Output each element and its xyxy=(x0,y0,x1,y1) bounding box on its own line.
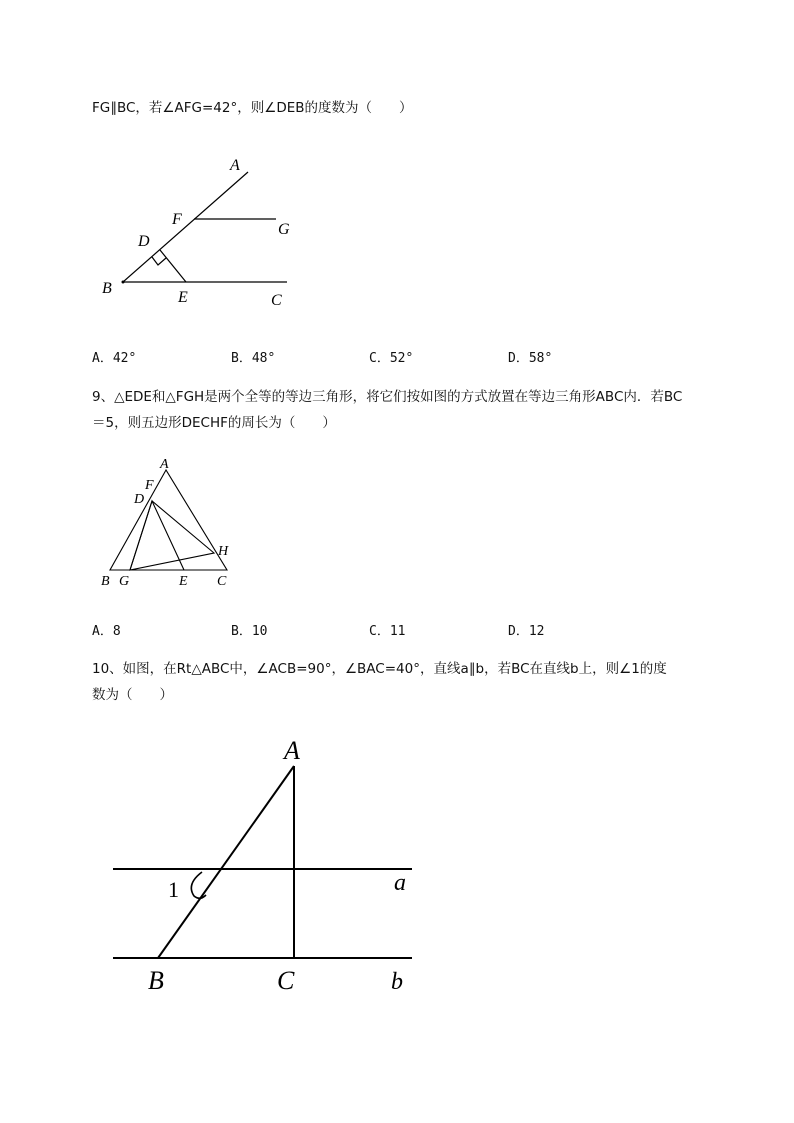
q9-option-c[interactable]: C．11 xyxy=(369,624,406,639)
q9-label-e: E xyxy=(179,574,188,589)
q8-label-d: D xyxy=(138,233,150,250)
q8-label-a: A xyxy=(230,157,240,174)
q10-label-b-vertex: B xyxy=(148,966,164,995)
q9-stem-line1: 9、△EDE和△FGH是两个全等的等边三角形，将它们按如图的方式放置在等边三角形ABC内．若BC xyxy=(92,389,683,405)
q9-label-h: H xyxy=(218,544,229,559)
q10-label-a-vertex: A xyxy=(284,736,300,765)
q8-option-b[interactable]: B．48° xyxy=(231,351,276,366)
q8-stem: FG∥BC，若∠AFG=42°，则∠DEB的度数为（ ） xyxy=(92,100,413,116)
q10-label-line-a: a xyxy=(394,870,406,896)
q9-label-f: F xyxy=(145,478,154,493)
q10-stem-line1: 10、如图，在Rt△ABC中，∠ACB=90°，∠BAC=40°，直线a∥b，若BC在直线b上，则∠1的度 xyxy=(92,661,667,677)
q9-label-g: G xyxy=(119,574,130,589)
q8-option-c[interactable]: C．52° xyxy=(369,351,414,366)
q9-label-c: C xyxy=(217,574,227,589)
q9-option-d[interactable]: D．12 xyxy=(508,624,545,639)
q9-label-d: D xyxy=(134,492,145,507)
q8-option-a[interactable]: A．42° xyxy=(92,351,137,366)
q8-label-b: B xyxy=(102,280,112,297)
q9-option-b[interactable]: B．10 xyxy=(231,624,268,639)
q10-label-angle-1: 1 xyxy=(168,877,179,902)
q8-label-e: E xyxy=(178,289,188,306)
q8-label-f: F xyxy=(172,211,182,228)
q10-stem-line2: 数为（ ） xyxy=(92,687,173,703)
q8-label-c: C xyxy=(271,292,282,309)
q9-option-a[interactable]: A．8 xyxy=(92,624,121,639)
q8-label-g: G xyxy=(278,221,290,238)
q10-label-c-vertex: C xyxy=(277,966,295,995)
q9-stem-line2: ＝5，则五边形DECHF的周长为（ ） xyxy=(92,415,336,431)
q10-label-line-b: b xyxy=(391,969,403,995)
q8-option-d[interactable]: D．58° xyxy=(508,351,553,366)
q9-label-a: A xyxy=(160,457,169,472)
q9-label-b: B xyxy=(101,574,110,589)
q10-side-ab xyxy=(158,766,294,958)
